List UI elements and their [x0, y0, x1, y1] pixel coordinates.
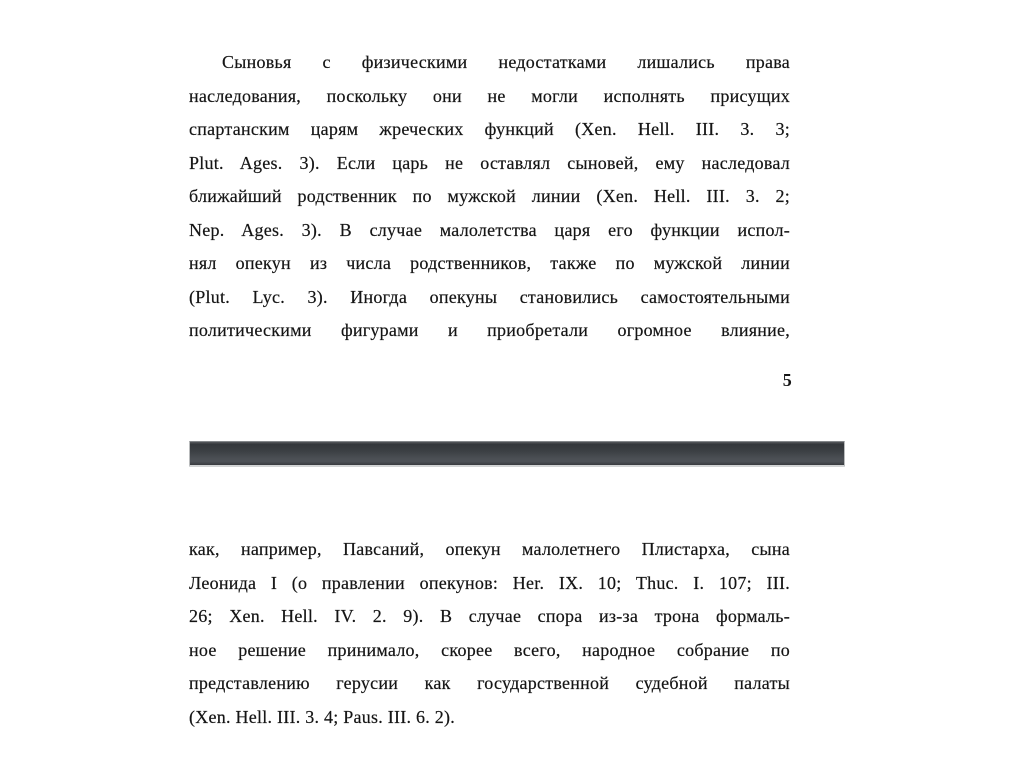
text-line: (Plut. Lyc. 3). Иногда опекуны становились самостоятельными	[189, 286, 790, 307]
page-bottom-textblock	[189, 533, 790, 734]
text-line: ное решение принимало, скорее всего, народное собрание по	[189, 639, 790, 660]
text-line: как, например, Павсаний, опекун малолетнего Плистарха, сына	[189, 539, 790, 559]
text-line: Nep. Ages. 3). В случае малолетства царя его функции испол-	[189, 219, 790, 240]
text-line: Сыновья с физическими недостатками лишались права	[222, 52, 790, 72]
page-top-textblock	[189, 46, 790, 348]
text-line: представлению герусии как государственной судебной палаты	[189, 673, 790, 693]
text-line: нял опекун из числа родственников, также по мужской линии	[189, 253, 790, 273]
text-line: наследования, поскольку они не могли исполнять присущих	[189, 85, 790, 106]
text-line: Леонида I (о правлении опекунов: Her. IX. 10; Thuc. I. 107; III.	[189, 572, 790, 593]
text-line: (Xen. Hell. III. 3. 4; Paus. III. 6. 2).	[189, 706, 455, 727]
text-line: спартанским царям жреческих функций (Xen. Hell. III. 3. 3;	[189, 119, 790, 139]
page-break-bar	[189, 441, 845, 467]
text-line: ближайший родственник по мужской линии (Xen. Hell. III. 3. 2;	[189, 186, 790, 206]
text-line: политическими фигурами и приобретали огромное влияние,	[189, 320, 790, 340]
text-line: 26; Xen. Hell. IV. 2. 9). В случае спора из-за трона формаль-	[189, 606, 790, 626]
text-line: Plut. Ages. 3). Если царь не оставлял сыновей, ему наследовал	[189, 152, 790, 173]
page-number: 5	[782, 370, 792, 390]
